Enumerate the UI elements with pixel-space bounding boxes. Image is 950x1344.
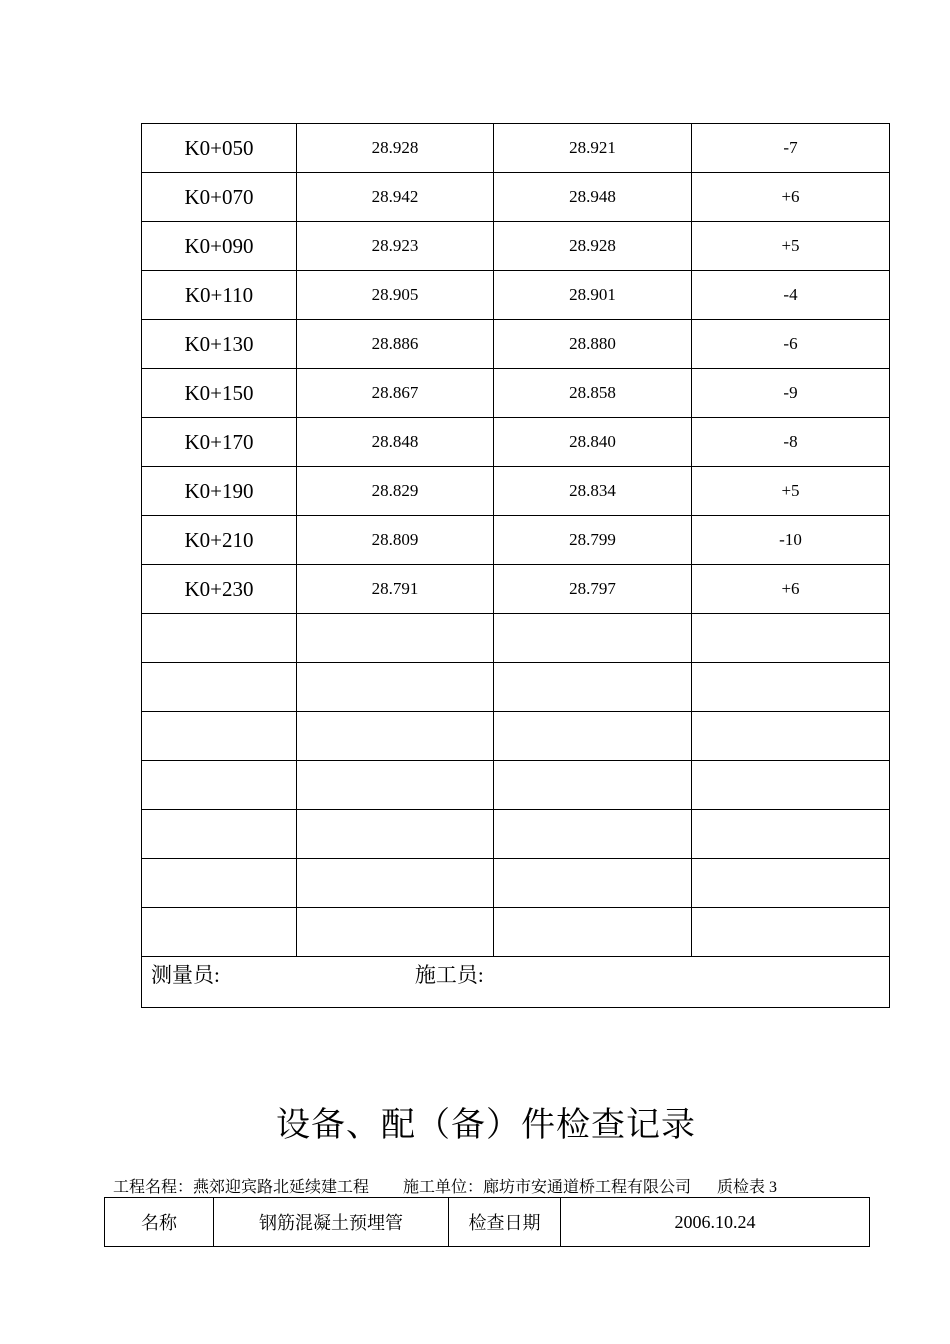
table-row [142, 565, 890, 614]
station-cell [142, 712, 297, 761]
value-cell [494, 908, 692, 957]
difference-cell: +6 [692, 565, 890, 614]
measurement-table-body [142, 124, 890, 957]
table-row [142, 908, 890, 957]
difference-cell: -7 [692, 124, 890, 173]
table-row [142, 516, 890, 565]
value-cell [494, 614, 692, 663]
station-cell: K0+210 [142, 516, 297, 565]
value-cell: 28.858 [494, 369, 692, 418]
value-cell [297, 810, 494, 859]
table-row [142, 859, 890, 908]
table-row [142, 467, 890, 516]
table-row [142, 124, 890, 173]
table-row [142, 810, 890, 859]
difference-cell: -6 [692, 320, 890, 369]
difference-cell: +5 [692, 467, 890, 516]
difference-cell [692, 859, 890, 908]
difference-cell [692, 761, 890, 810]
station-cell: K0+190 [142, 467, 297, 516]
station-cell [142, 614, 297, 663]
value-cell [297, 614, 494, 663]
project-info-line [113, 1174, 777, 1197]
measurement-table [141, 123, 890, 1008]
table-row [142, 663, 890, 712]
value-cell: 28.948 [494, 173, 692, 222]
value-cell: 28.829 [297, 467, 494, 516]
signature-cell [142, 957, 890, 1008]
station-cell: K0+170 [142, 418, 297, 467]
value-cell: 28.867 [297, 369, 494, 418]
date-label: 检查日期 [449, 1198, 561, 1247]
table-row [142, 271, 890, 320]
station-cell [142, 663, 297, 712]
difference-cell: -8 [692, 418, 890, 467]
value-cell [297, 761, 494, 810]
value-cell: 28.799 [494, 516, 692, 565]
difference-cell [692, 663, 890, 712]
value-cell: 28.923 [297, 222, 494, 271]
name-value: 钢筋混凝土预埋管 [214, 1198, 449, 1247]
inspection-table [104, 1197, 870, 1247]
value-cell: 28.809 [297, 516, 494, 565]
value-cell [297, 712, 494, 761]
value-cell: 28.905 [297, 271, 494, 320]
signature-row [142, 957, 890, 1008]
difference-cell: +5 [692, 222, 890, 271]
difference-cell: -10 [692, 516, 890, 565]
form-number: 质检表 3 [717, 1179, 778, 1196]
difference-cell: -9 [692, 369, 890, 418]
station-cell: K0+070 [142, 173, 297, 222]
station-cell: K0+130 [142, 320, 297, 369]
value-cell [297, 663, 494, 712]
table-row [142, 173, 890, 222]
value-cell: 28.928 [297, 124, 494, 173]
value-cell [494, 810, 692, 859]
station-cell: K0+230 [142, 565, 297, 614]
value-cell: 28.921 [494, 124, 692, 173]
value-cell: 28.928 [494, 222, 692, 271]
project-name: 工程名程：燕郊迎宾路北延续建工程 [113, 1179, 370, 1196]
station-cell: K0+090 [142, 222, 297, 271]
difference-cell: +6 [692, 173, 890, 222]
value-cell [494, 712, 692, 761]
station-cell [142, 761, 297, 810]
station-cell [142, 859, 297, 908]
difference-cell [692, 712, 890, 761]
record-title: 设备、配（备）件检查记录 [276, 1105, 696, 1145]
station-cell: K0+110 [142, 271, 297, 320]
value-cell: 28.880 [494, 320, 692, 369]
constructor-label: 施工员: [414, 963, 484, 987]
value-cell: 28.942 [297, 173, 494, 222]
station-cell [142, 908, 297, 957]
table-row [142, 222, 890, 271]
difference-cell [692, 908, 890, 957]
value-cell [494, 859, 692, 908]
date-value: 2006.10.24 [561, 1198, 870, 1247]
table-row [142, 369, 890, 418]
table-row [142, 712, 890, 761]
station-cell [142, 810, 297, 859]
difference-cell [692, 614, 890, 663]
station-cell: K0+050 [142, 124, 297, 173]
value-cell: 28.834 [494, 467, 692, 516]
value-cell: 28.901 [494, 271, 692, 320]
value-cell: 28.797 [494, 565, 692, 614]
table-row [142, 614, 890, 663]
contractor-name: 施工单位：廊坊市安通道桥工程有限公司 [403, 1179, 692, 1196]
value-cell: 28.848 [297, 418, 494, 467]
value-cell: 28.886 [297, 320, 494, 369]
value-cell [494, 663, 692, 712]
table-row [142, 320, 890, 369]
difference-cell: -4 [692, 271, 890, 320]
value-cell: 28.791 [297, 565, 494, 614]
inspection-row [105, 1198, 870, 1247]
value-cell: 28.840 [494, 418, 692, 467]
name-label: 名称 [105, 1198, 214, 1247]
table-row [142, 761, 890, 810]
value-cell [494, 761, 692, 810]
value-cell [297, 859, 494, 908]
value-cell [297, 908, 494, 957]
table-row [142, 418, 890, 467]
difference-cell [692, 810, 890, 859]
station-cell: K0+150 [142, 369, 297, 418]
surveyor-label: 测量员: [151, 963, 220, 987]
